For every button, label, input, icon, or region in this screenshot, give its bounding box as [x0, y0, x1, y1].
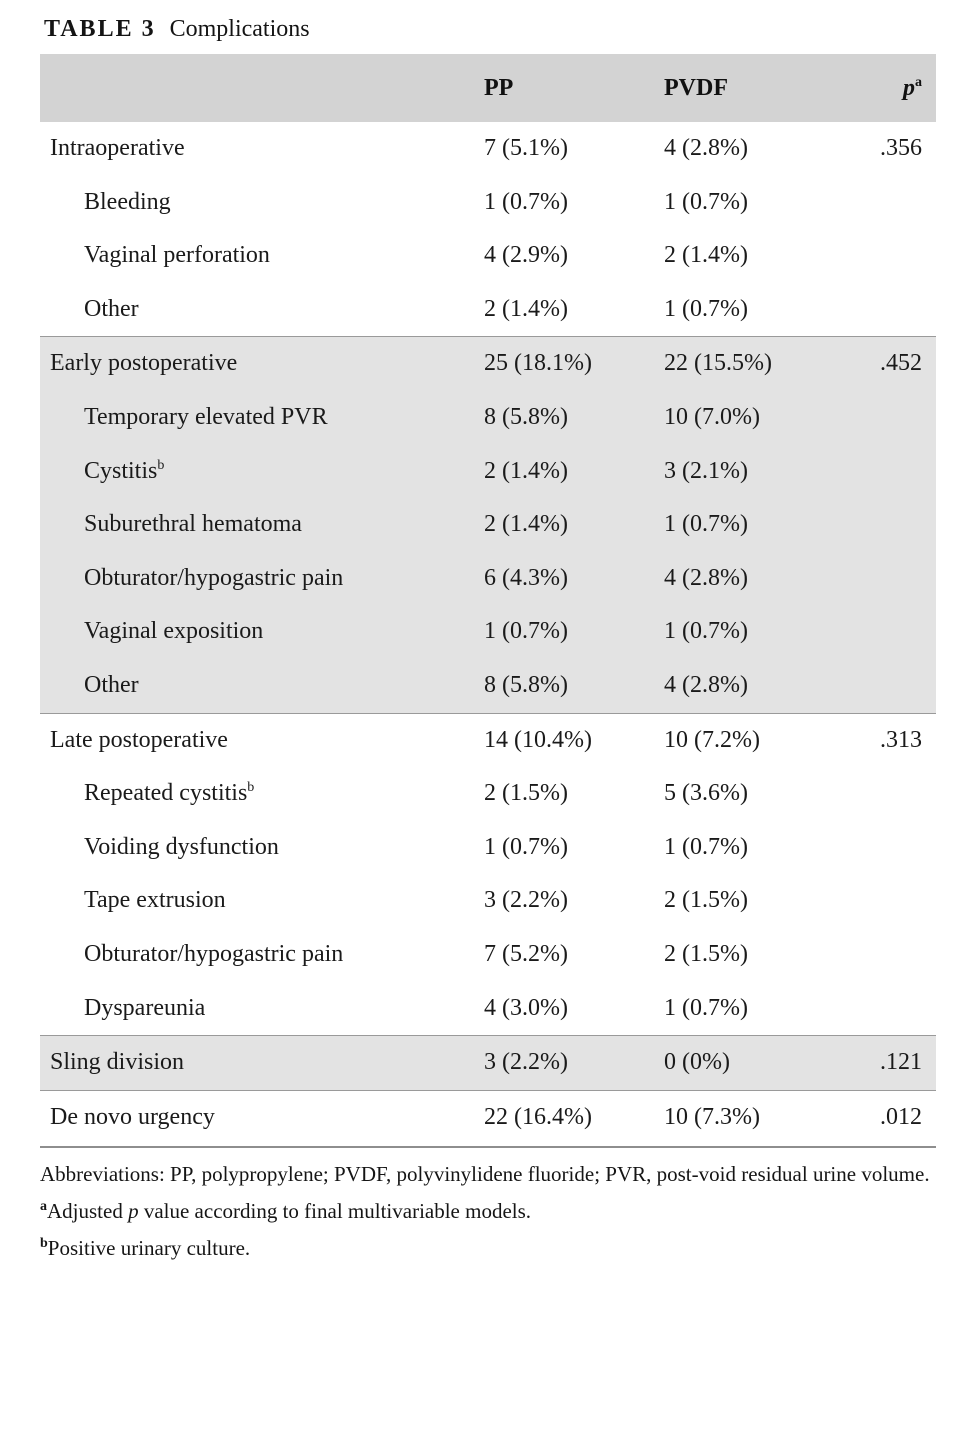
cell-pvdf: 1 (0.7%) [660, 605, 840, 659]
row-label-text: Sling division [50, 1049, 185, 1076]
table-row [40, 498, 936, 552]
cell-pp: 8 (5.8%) [480, 659, 660, 713]
cell-pp: 14 (10.4%) [484, 726, 592, 753]
cell-pvdf: 10 (7.0%) [660, 391, 840, 445]
cell-p-value [840, 552, 936, 606]
cell-pvdf: 1 (0.7%) [660, 498, 840, 552]
cell-pp: 3 (2.2%) [484, 887, 568, 914]
cell-pp: 1 (0.7%) [480, 605, 660, 659]
table-row [40, 1091, 936, 1145]
cell-p-value [840, 229, 936, 283]
cell-pp: 2 (1.4%) [484, 295, 568, 322]
cell-pp: 6 (4.3%) [480, 552, 660, 606]
row-label [40, 714, 480, 768]
cell-pvdf: 1 (0.7%) [664, 833, 748, 860]
column-header-p [840, 54, 936, 122]
row-label-sub [40, 928, 480, 982]
cell-pvdf: 2 (1.5%) [664, 940, 748, 967]
row-label [40, 337, 480, 391]
cell-p-value [840, 874, 936, 928]
column-header-pp: PP [480, 54, 660, 122]
table-header [40, 54, 936, 122]
cell-p-value [840, 391, 936, 445]
table-row [40, 1036, 936, 1090]
table-row [40, 874, 936, 928]
row-label-text: Intraoperative [50, 135, 185, 161]
note-a-post: value according to final multivariable models. [138, 1199, 532, 1224]
table-row [40, 982, 936, 1036]
cell-pvdf: 4 (2.8%) [660, 552, 840, 606]
row-label-footnote-marker: b [157, 457, 165, 473]
row-label-text: De novo urgency [50, 1103, 215, 1130]
note-a-pre: Adjusted [47, 1199, 129, 1224]
cell-pvdf: 0 (0%) [660, 1036, 840, 1090]
table-row [40, 337, 936, 391]
column-header-p-footnote-marker: a [915, 74, 922, 90]
row-label-text: Obturator/hypogastric pain [84, 940, 344, 967]
cell-pp: 7 (5.1%) [484, 135, 568, 161]
row-label-text: Vaginal exposition [84, 618, 264, 645]
cell-p-value: .452 [840, 337, 936, 391]
complications-table [40, 54, 936, 1144]
table-row [40, 122, 936, 176]
cell-pp: 2 (1.4%) [480, 445, 660, 499]
row-label-text: Temporary elevated PVR [84, 403, 328, 430]
row-label-sub [40, 767, 480, 821]
cell-p-value [840, 498, 936, 552]
row-label-sub [40, 982, 480, 1036]
note-b [40, 1234, 940, 1263]
table-row [40, 283, 936, 337]
row-label [40, 122, 480, 176]
row-label-text: Other [84, 671, 139, 698]
cell-pvdf: 10 (7.3%) [664, 1103, 760, 1130]
cell-pp: 1 (0.7%) [484, 833, 568, 860]
row-label-text: Suburethral hematoma [84, 511, 302, 538]
cell-p-value [840, 659, 936, 713]
cell-pp: 7 (5.2%) [484, 940, 568, 967]
row-label [40, 1091, 480, 1145]
column-header-pvdf: PVDF [660, 54, 840, 122]
row-label-footnote-marker: b [247, 780, 255, 796]
row-label-text: Bleeding [84, 188, 171, 215]
note-abbreviations: Abbreviations: PP, polypropylene; PVDF, polyvinylidene fluoride; PVR, post-void residual urine volume. [40, 1162, 930, 1187]
cell-pvdf: 10 (7.2%) [664, 726, 760, 753]
cell-p-value: .121 [840, 1036, 936, 1090]
row-label-sub [40, 229, 480, 283]
row-label-sub [40, 605, 480, 659]
column-header-p-text: p [903, 74, 915, 101]
row-label-sub [40, 176, 480, 230]
row-label-sub [40, 552, 480, 606]
cell-pvdf: 1 (0.7%) [664, 994, 748, 1021]
cell-pvdf: 22 (15.5%) [660, 337, 840, 391]
note-b-text: Positive urinary culture. [47, 1236, 251, 1261]
note-a-marker: a [40, 1199, 47, 1215]
row-label-sub [40, 391, 480, 445]
cell-p-value: .356 [880, 135, 922, 161]
table-row [40, 821, 936, 875]
table-body [40, 122, 936, 1144]
cell-pvdf: 1 (0.7%) [664, 295, 748, 322]
table-caption [44, 14, 938, 44]
cell-p-value: .313 [880, 726, 922, 753]
row-label-text: Voiding dysfunction [84, 833, 279, 860]
cell-p-value [840, 982, 936, 1036]
row-label-sub [40, 445, 480, 499]
table-row [40, 767, 936, 821]
row-label-sub [40, 821, 480, 875]
cell-pp: 3 (2.2%) [480, 1036, 660, 1090]
row-label-sub [40, 498, 480, 552]
row-label-sub [40, 874, 480, 928]
table-row [40, 445, 936, 499]
note-a-emphasis: p [128, 1199, 139, 1224]
row-label-text: Vaginal perforation [84, 242, 270, 269]
cell-pp: 1 (0.7%) [484, 188, 568, 215]
row-label-text: Repeated cystitis [84, 780, 248, 807]
cell-pvdf: 2 (1.4%) [664, 242, 748, 269]
table-notes [40, 1160, 940, 1263]
table-number: TABLE 3 [44, 16, 156, 42]
cell-pp: 22 (16.4%) [484, 1103, 592, 1130]
cell-pvdf: 5 (3.6%) [664, 780, 748, 807]
cell-p-value [840, 176, 936, 230]
cell-pvdf: 4 (2.8%) [664, 135, 748, 161]
table-header-row [40, 54, 936, 122]
cell-p-value [840, 605, 936, 659]
cell-pvdf: 3 (2.1%) [660, 445, 840, 499]
cell-p-value [840, 928, 936, 982]
note-b-marker: b [40, 1236, 48, 1252]
row-label-text: Tape extrusion [84, 887, 226, 914]
table-row [40, 714, 936, 768]
column-header-label [40, 54, 480, 122]
cell-pp: 8 (5.8%) [480, 391, 660, 445]
cell-p-value [840, 821, 936, 875]
row-label-text: Obturator/hypogastric pain [84, 564, 344, 591]
cell-p-value: .012 [880, 1103, 922, 1130]
cell-pvdf: 2 (1.5%) [664, 887, 748, 914]
cell-pp: 25 (18.1%) [480, 337, 660, 391]
note-a [40, 1197, 940, 1226]
row-label-text: Late postoperative [50, 726, 228, 753]
cell-p-value [840, 445, 936, 499]
cell-pp: 4 (3.0%) [484, 994, 568, 1021]
cell-p-value [840, 283, 936, 337]
row-label-text: Cystitis [84, 457, 158, 484]
cell-pp: 2 (1.4%) [480, 498, 660, 552]
table-bottom-rule [40, 1146, 936, 1148]
cell-pvdf: 1 (0.7%) [664, 188, 748, 215]
cell-pp: 4 (2.9%) [484, 242, 568, 269]
cell-p-value [840, 767, 936, 821]
table-row [40, 391, 936, 445]
row-label-sub [40, 659, 480, 713]
row-label-text: Early postoperative [50, 350, 238, 377]
cell-pp: 2 (1.5%) [484, 780, 568, 807]
row-label-text: Dyspareunia [84, 994, 206, 1021]
table-row [40, 552, 936, 606]
table-row [40, 605, 936, 659]
table-title: Complications [169, 16, 310, 42]
row-label [40, 1036, 480, 1090]
row-label-sub [40, 283, 480, 337]
table-row [40, 928, 936, 982]
cell-pvdf: 4 (2.8%) [660, 659, 840, 713]
row-label-text: Other [84, 295, 139, 322]
table-row [40, 176, 936, 230]
table-row [40, 229, 936, 283]
table-row [40, 659, 936, 713]
